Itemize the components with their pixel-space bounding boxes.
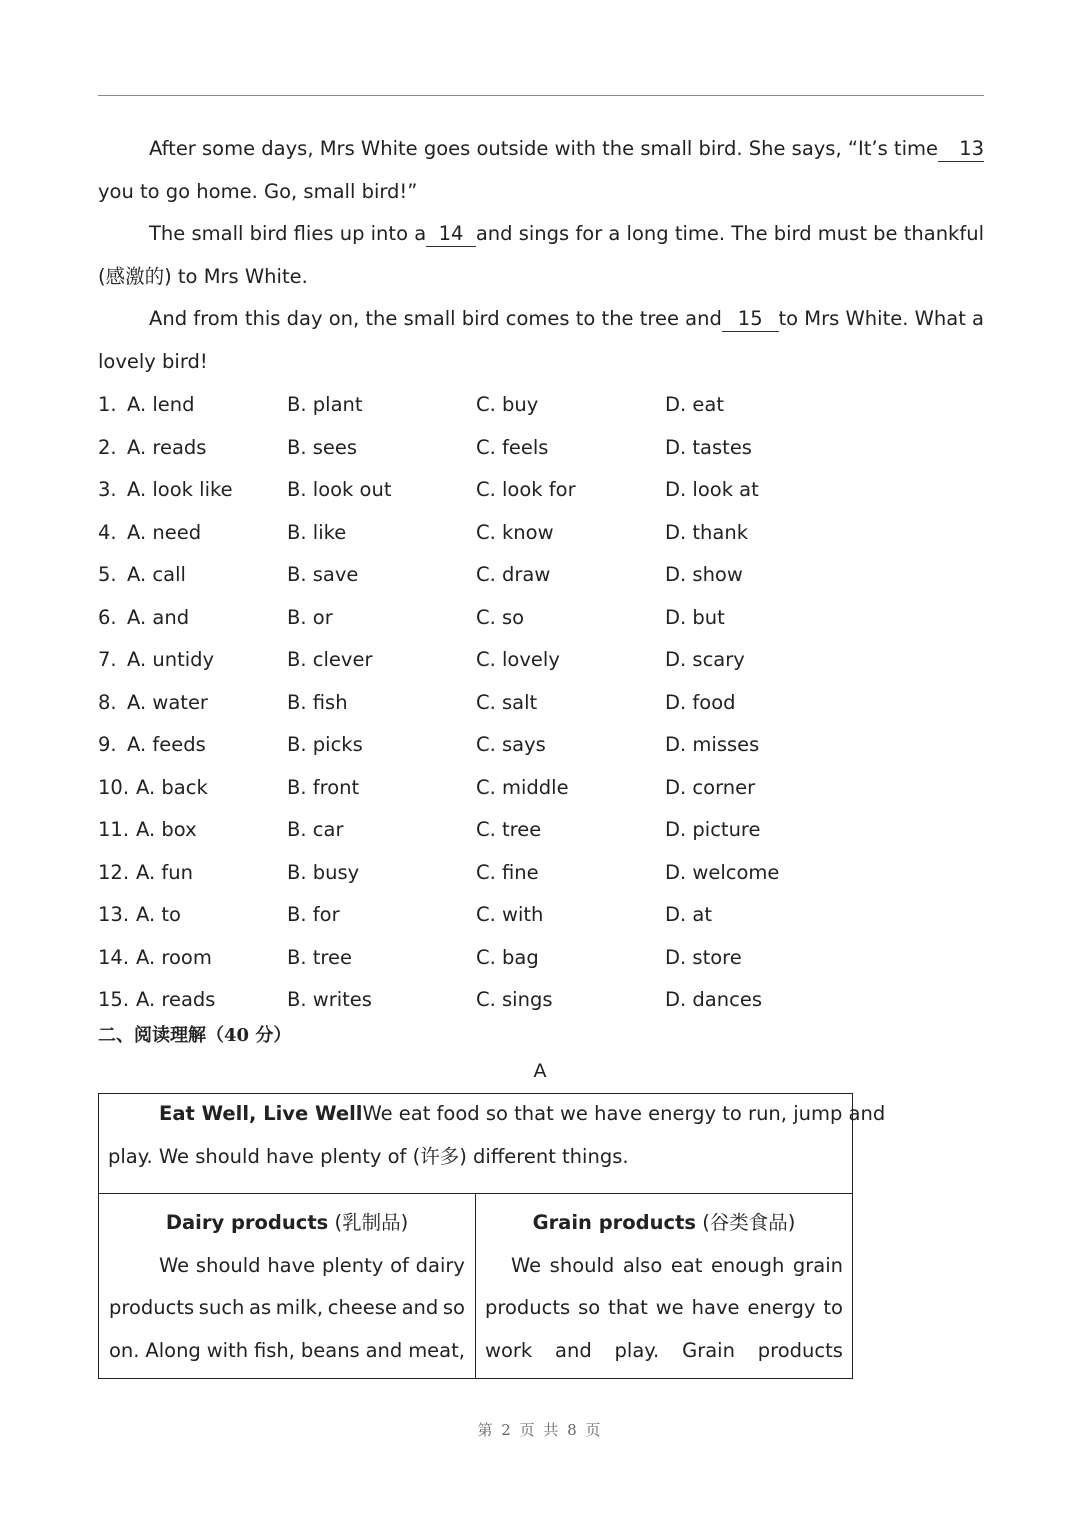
dairy-heading [99, 1194, 475, 1245]
option-row [98, 554, 984, 597]
dairy-word: have [267, 1253, 316, 1277]
grain-word: also [622, 1253, 663, 1277]
grain-word: work [485, 1338, 533, 1362]
question-number: 8. [98, 690, 117, 714]
option-row [98, 469, 984, 512]
dairy-title: Dairy products [165, 1211, 329, 1234]
question-number: 5. [98, 563, 117, 586]
option-a: A. feeds [127, 733, 206, 756]
dairy-word: on. [109, 1338, 140, 1362]
article-intro [99, 1094, 886, 1194]
option-c: C. feels [476, 435, 549, 459]
grain-line [476, 1330, 852, 1373]
grain-word: that [608, 1296, 648, 1319]
grain-word: have [691, 1296, 740, 1319]
page-footer: 第 2 页 共 8 页 [477, 1421, 603, 1439]
question-number: 3. [98, 478, 117, 501]
option-b: B. look out [287, 478, 392, 501]
dairy-word: Along [145, 1338, 201, 1362]
option-b: B. save [287, 563, 359, 586]
option-b: B. picks [287, 733, 363, 756]
option-c: C. says [476, 733, 546, 756]
paragraph-3-line-1 [98, 298, 984, 341]
option-c: C. lovely [476, 648, 560, 671]
option-a: A. call [127, 563, 186, 586]
option-c: C. draw [476, 563, 551, 586]
option-d: D. show [665, 563, 743, 586]
option-c: C. look for [476, 478, 576, 501]
grain-title: Grain products [532, 1211, 696, 1234]
dairy-line [99, 1245, 475, 1288]
option-d: D. look at [665, 478, 759, 501]
grain-line [476, 1287, 852, 1330]
option-c: C. know [476, 520, 554, 544]
grain-word: so [578, 1296, 601, 1319]
option-d: D. store [665, 945, 742, 969]
dairy-word: products [109, 1296, 195, 1319]
dairy-word: and [365, 1338, 403, 1362]
option-b: B. tree [287, 945, 353, 969]
option-row [98, 894, 984, 937]
option-b: B. car [287, 818, 344, 841]
option-b: B. sees [287, 435, 358, 459]
grain-title-cn: (谷类食品) [696, 1211, 796, 1234]
option-d: D. welcome [665, 860, 780, 884]
option-row [98, 767, 984, 810]
option-a: A. back [136, 775, 208, 799]
option-c: C. with [476, 903, 544, 926]
option-b: B. busy [287, 860, 360, 884]
question-number: 13. [98, 903, 130, 926]
grain-word: and [555, 1338, 592, 1362]
dairy-title-cn: (乳制品) [328, 1211, 409, 1234]
question-number: 6. [98, 605, 117, 629]
passage-label: A [533, 1060, 547, 1082]
option-d: D. food [665, 690, 736, 714]
option-d: D. misses [665, 733, 760, 756]
option-a: A. water [127, 690, 208, 714]
option-d: D. dances [665, 988, 762, 1011]
option-b: B. for [287, 903, 340, 926]
option-b: B. plant [287, 393, 363, 416]
option-c: C. sings [476, 988, 553, 1011]
option-b: B. writes [287, 988, 372, 1011]
option-d: D. eat [665, 393, 725, 416]
option-d: D. but [665, 605, 725, 629]
option-row [98, 427, 984, 470]
option-b: B. like [287, 520, 347, 544]
grain-word: to [823, 1296, 843, 1319]
grain-column [476, 1194, 852, 1378]
grain-word: should [549, 1253, 615, 1277]
dairy-word: plenty [321, 1253, 384, 1277]
grain-word: energy [747, 1296, 816, 1319]
option-row [98, 512, 984, 555]
paragraph-3-post: to Mrs White. What a [778, 307, 984, 330]
option-a: A. look like [127, 478, 233, 501]
question-number: 7. [98, 648, 117, 671]
paragraph-3 [98, 298, 984, 383]
option-a: A. need [127, 520, 202, 544]
option-a: A. to [136, 903, 181, 926]
dairy-word: should [195, 1253, 261, 1277]
dairy-word: milk, [275, 1296, 324, 1319]
dairy-word: and [401, 1296, 439, 1319]
option-d: D. scary [665, 648, 745, 671]
grain-body [476, 1245, 852, 1373]
article-table [98, 1093, 886, 1379]
question-number: 10. [98, 775, 130, 799]
option-c: C. salt [476, 690, 538, 714]
grain-word: products [485, 1296, 571, 1319]
option-row [98, 639, 984, 682]
dairy-word: with [206, 1338, 249, 1362]
dairy-word: such [198, 1296, 245, 1319]
paragraph-3-pre: And from this day on, the small bird comes to the tree and [149, 307, 722, 330]
article-intro-text: We eat food so that we have energy to run, jump and [362, 1102, 886, 1125]
dairy-word: cheese [327, 1296, 397, 1319]
grain-word: We [511, 1253, 542, 1277]
option-row [98, 937, 984, 980]
paragraph-2-pre: The small bird flies up into a [149, 222, 427, 245]
dairy-word: of [390, 1253, 409, 1277]
option-d: D. at [665, 903, 713, 926]
grain-word: enough [710, 1253, 785, 1277]
option-a: A. and [127, 605, 190, 629]
header-rule [98, 95, 984, 96]
dairy-word: so [442, 1296, 465, 1319]
option-a: A. untidy [127, 648, 215, 671]
option-b: B. clever [287, 648, 373, 671]
option-c: C. bag [476, 945, 539, 969]
paragraph-1-line-1 [98, 128, 984, 171]
option-row [98, 682, 984, 725]
paragraph-2 [98, 213, 984, 298]
option-b: B. front [287, 775, 360, 799]
dairy-word: fish, [253, 1338, 295, 1362]
dairy-line [99, 1330, 475, 1373]
question-number: 15. [98, 988, 130, 1011]
option-d: D. corner [665, 775, 756, 799]
grain-line [476, 1245, 852, 1288]
grain-word: products [757, 1338, 843, 1362]
option-b: B. fish [287, 690, 348, 714]
paragraph-1 [98, 128, 984, 213]
dairy-line [99, 1287, 475, 1330]
option-c: C. so [476, 605, 525, 629]
option-c: C. buy [476, 393, 539, 416]
grain-heading [476, 1194, 852, 1245]
option-row [98, 852, 984, 895]
section-title: 二、阅读理解（40 分） [98, 1025, 292, 1046]
option-a: A. fun [136, 860, 193, 884]
option-row [98, 979, 984, 1022]
grain-word: play. [614, 1338, 660, 1362]
option-d: D. picture [665, 818, 761, 841]
grain-word: eat [670, 1253, 703, 1277]
option-c: C. fine [476, 860, 539, 884]
option-a: A. reads [136, 988, 216, 1011]
paragraph-2-line-1 [98, 213, 984, 256]
article-intro-line-2: play. We should have plenty of (许多) different things. [108, 1144, 629, 1168]
option-b: B. or [287, 605, 333, 629]
paragraph-3-line-2: lovely bird! [98, 349, 208, 373]
blank-13: 13 [938, 137, 984, 162]
blank-15: 15 [722, 307, 779, 332]
dairy-body [99, 1245, 475, 1373]
dairy-word: dairy [415, 1253, 465, 1277]
dairy-word: beans [300, 1338, 360, 1362]
blank-14: 14 [426, 222, 476, 247]
option-a: A. lend [127, 393, 195, 416]
option-d: D. thank [665, 520, 749, 544]
paragraph-1-text: After some days, Mrs White goes outside with the small bird. She says, “It’s time [149, 137, 938, 160]
paragraph-2-post: and sings for a long time. The bird must be thankful [475, 222, 984, 245]
grain-word: Grain [682, 1338, 735, 1362]
option-c: C. tree [476, 818, 542, 841]
option-a: A. reads [127, 435, 207, 459]
article-intro-line-1 [99, 1093, 886, 1136]
grain-word: we [655, 1296, 684, 1319]
option-c: C. middle [476, 775, 569, 799]
option-row [98, 597, 984, 640]
dairy-column [99, 1194, 476, 1378]
question-number: 11. [98, 818, 130, 841]
paragraph-2-line-2: (感激的) to Mrs White. [98, 264, 308, 288]
option-a: A. room [136, 945, 212, 969]
question-number: 2. [98, 435, 117, 459]
paragraph-1-line-2: you to go home. Go, small bird!” [98, 179, 418, 203]
question-number: 4. [98, 520, 117, 544]
dairy-word: We [159, 1253, 190, 1277]
dairy-word: meat, [408, 1338, 465, 1362]
option-a: A. box [136, 818, 197, 841]
grain-word: grain [792, 1253, 843, 1277]
article-title: Eat Well, Live Well [159, 1102, 363, 1125]
option-row [98, 809, 984, 852]
answer-options [98, 384, 984, 1022]
question-number: 1. [98, 393, 117, 416]
question-number: 12. [98, 860, 130, 884]
option-row [98, 724, 984, 767]
question-number: 9. [98, 733, 117, 756]
question-number: 14. [98, 945, 130, 969]
dairy-word: as [249, 1296, 272, 1319]
option-row [98, 384, 984, 427]
option-d: D. tastes [665, 435, 752, 459]
